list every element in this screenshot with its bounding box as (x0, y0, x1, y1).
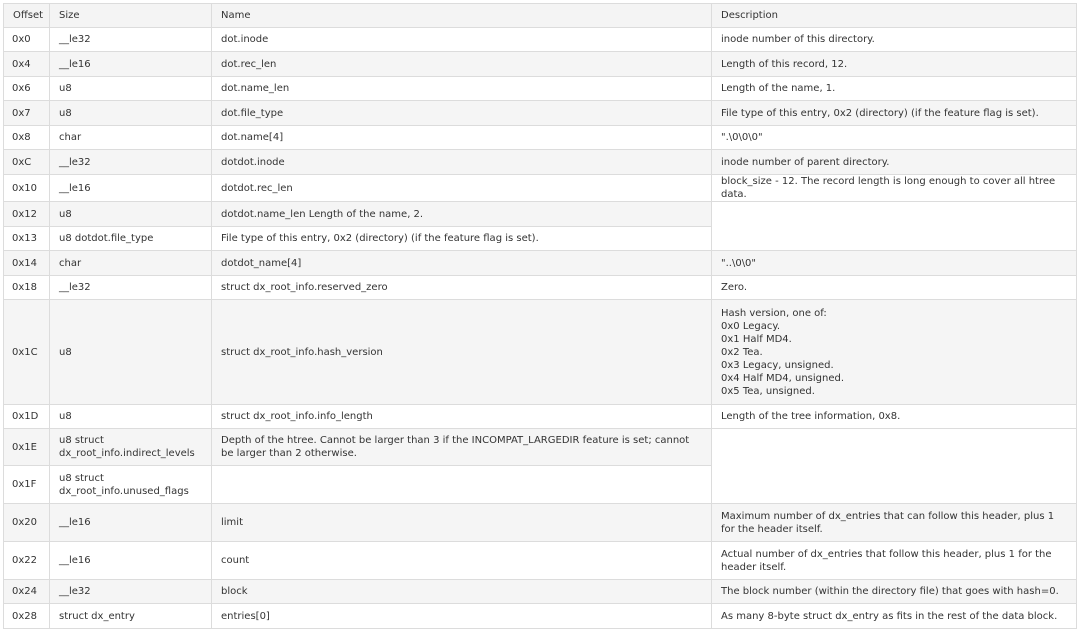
offset-cell: 0x6 (4, 77, 50, 101)
table-row (4, 276, 1077, 300)
description-cell: Length of this record, 12. (712, 52, 1077, 77)
table-row (4, 300, 1077, 405)
size-cell: __le16 (50, 175, 212, 202)
offset-column-header: Offset (4, 4, 50, 28)
description-cell: ".\0\0\0" (712, 126, 1077, 150)
name-column-header: Name (212, 4, 712, 28)
description-cell: Maximum number of dx_entries that can follow this header, plus 1 for the header itself. (712, 504, 1077, 542)
description-cell: The block number (within the directory file) that goes with hash=0. (712, 580, 1077, 604)
size-cell: u8 struct dx_root_info.unused_flags (50, 466, 212, 504)
table-row (4, 604, 1077, 629)
offset-cell: 0x24 (4, 580, 50, 604)
description-cell: inode number of parent directory. (712, 150, 1077, 175)
size-cell: u8 (50, 405, 212, 429)
table-row (4, 504, 1077, 542)
table-row (4, 202, 1077, 227)
name-cell: dotdot_name[4] (212, 251, 712, 276)
name-cell: block (212, 580, 712, 604)
name-cell: struct dx_root_info.hash_version (212, 300, 712, 405)
table-row (4, 251, 1077, 276)
size-cell: __le16 (50, 52, 212, 77)
size-cell: u8 (50, 202, 212, 227)
offset-cell: 0x4 (4, 52, 50, 77)
description-cell: Length of the name, 1. (712, 77, 1077, 101)
name-cell: dot.file_type (212, 101, 712, 126)
offset-cell: 0x14 (4, 251, 50, 276)
description-cell: "..\0\0" (712, 251, 1077, 276)
table-row (4, 542, 1077, 580)
offset-cell: 0x7 (4, 101, 50, 126)
description-cell: Length of the tree information, 0x8. (712, 405, 1077, 429)
description-cell: Actual number of dx_entries that follow this header, plus 1 for the header itself. (712, 542, 1077, 580)
table-row (4, 28, 1077, 52)
table-row (4, 101, 1077, 126)
offset-cell: 0x0 (4, 28, 50, 52)
offset-cell: 0x10 (4, 175, 50, 202)
size-cell: __le32 (50, 28, 212, 52)
name-cell: dotdot.name_len Length of the name, 2. (212, 202, 712, 227)
table-row (4, 150, 1077, 175)
size-cell: struct dx_entry (50, 604, 212, 629)
offset-cell: 0xC (4, 150, 50, 175)
description-cell: Hash version, one of: 0x0 Legacy. 0x1 Half MD4. 0x2 Tea. 0x3 Legacy, unsigned. 0x4 Half MD4, unsigned. 0x5 Tea, unsigned. (712, 300, 1077, 405)
description-cell: block_size - 12. The record length is long enough to cover all htree data. (712, 175, 1077, 202)
size-cell: __le16 (50, 542, 212, 580)
name-cell: dot.name[4] (212, 126, 712, 150)
name-cell: dot.inode (212, 28, 712, 52)
offset-cell: 0x1D (4, 405, 50, 429)
description-cell: As many 8-byte struct dx_entry as fits in the rest of the data block. (712, 604, 1077, 629)
name-cell: dotdot.rec_len (212, 175, 712, 202)
description-cell: Zero. (712, 276, 1077, 300)
empty-cell (212, 466, 712, 504)
size-cell: u8 (50, 300, 212, 405)
offset-cell: 0x12 (4, 202, 50, 227)
size-cell: u8 dotdot.file_type (50, 227, 212, 251)
table-row (4, 52, 1077, 77)
table-row (4, 77, 1077, 101)
offset-cell: 0x8 (4, 126, 50, 150)
name-cell: dot.name_len (212, 77, 712, 101)
table-row (4, 580, 1077, 604)
size-cell: __le32 (50, 150, 212, 175)
name-cell: Depth of the htree. Cannot be larger than 3 if the INCOMPAT_LARGEDIR feature is set; cannot be larger than 2 otherwise. (212, 429, 712, 466)
name-cell: count (212, 542, 712, 580)
name-cell: File type of this entry, 0x2 (directory) (if the feature flag is set). (212, 227, 712, 251)
size-cell: __le16 (50, 504, 212, 542)
offset-cell: 0x1E (4, 429, 50, 466)
offset-cell: 0x13 (4, 227, 50, 251)
empty-cell (712, 429, 1077, 504)
table-row (4, 429, 1077, 466)
offset-cell: 0x28 (4, 604, 50, 629)
size-cell: __le32 (50, 276, 212, 300)
description-column-header: Description (712, 4, 1077, 28)
size-cell: char (50, 251, 212, 276)
table-header-row (4, 4, 1077, 28)
size-cell: u8 (50, 77, 212, 101)
dx-root-table (3, 3, 1077, 629)
offset-cell: 0x1F (4, 466, 50, 504)
size-cell: char (50, 126, 212, 150)
empty-cell (712, 202, 1077, 251)
offset-cell: 0x18 (4, 276, 50, 300)
offset-cell: 0x22 (4, 542, 50, 580)
description-cell: File type of this entry, 0x2 (directory) (if the feature flag is set). (712, 101, 1077, 126)
description-cell: inode number of this directory. (712, 28, 1077, 52)
size-column-header: Size (50, 4, 212, 28)
table-row (4, 405, 1077, 429)
offset-cell: 0x20 (4, 504, 50, 542)
offset-cell: 0x1C (4, 300, 50, 405)
name-cell: limit (212, 504, 712, 542)
name-cell: dotdot.inode (212, 150, 712, 175)
size-cell: __le32 (50, 580, 212, 604)
size-cell: u8 (50, 101, 212, 126)
name-cell: entries[0] (212, 604, 712, 629)
name-cell: struct dx_root_info.reserved_zero (212, 276, 712, 300)
size-cell: u8 struct dx_root_info.indirect_levels (50, 429, 212, 466)
table-row (4, 175, 1077, 202)
name-cell: struct dx_root_info.info_length (212, 405, 712, 429)
table-row (4, 126, 1077, 150)
name-cell: dot.rec_len (212, 52, 712, 77)
